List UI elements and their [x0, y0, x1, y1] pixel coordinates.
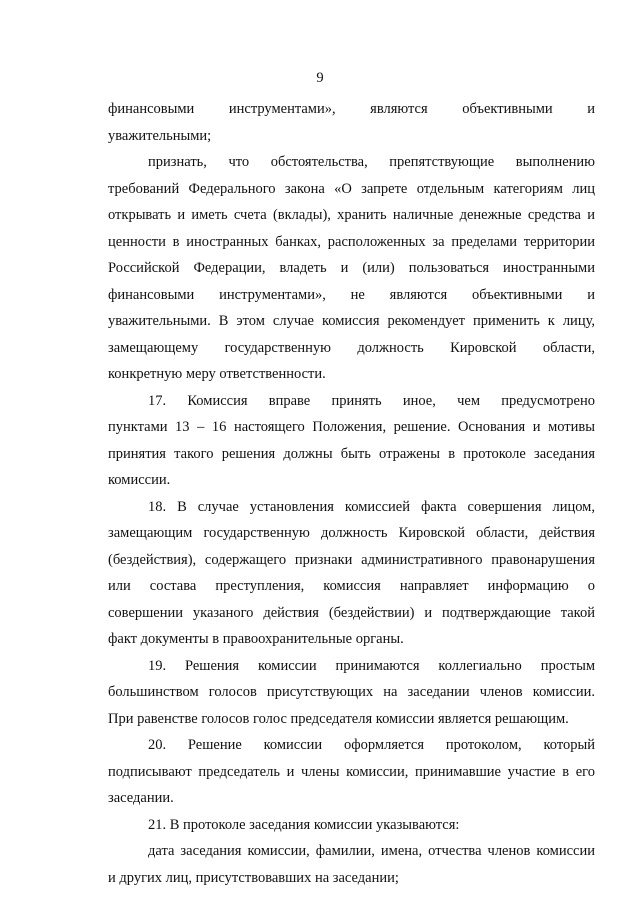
text-line: 21. В протоколе заседания комиссии указываются: — [148, 816, 460, 833]
text-line: факт документы в правоохранительные органы. — [108, 631, 404, 647]
page-number: 9 — [316, 70, 324, 86]
text-line: пунктами 13 – 16 настоящего Положения, решение. Основания и мотивы — [108, 419, 595, 435]
text-line: финансовыми инструментами», не являются объективными и — [108, 286, 595, 303]
text-line: финансовыми инструментами», являются объективными и — [108, 101, 595, 117]
text-line: При равенстве голосов голос председателя комиссии является решающим. — [108, 710, 569, 727]
text-line: требований Федерального закона «О запрете отдельным категориям лиц — [108, 180, 595, 197]
text-line: принятия такого решения должны быть отражены в протоколе заседания — [108, 445, 595, 462]
text-line: и других лиц, присутствовавших на заседании; — [108, 869, 399, 886]
text-line: ценности в иностранных банках, расположенных за пределами территории — [108, 233, 595, 250]
text-line: или состава преступления, комиссия направляет информацию о — [108, 578, 595, 594]
text-line: комиссии. — [108, 472, 171, 488]
text-line: открывать и иметь счета (вклады), хранить наличные денежные средства и — [108, 207, 595, 223]
text-line: совершении указаного действия (бездействии) и подтверждающие такой — [108, 604, 595, 621]
text-line: дата заседания комиссии, фамилии, имена, отчества членов комиссии — [148, 843, 595, 859]
text-line: большинством голосов присутствующих на заседании членов комиссии. — [108, 684, 595, 700]
document-body — [108, 96, 595, 891]
text-line: (бездействия), содержащего признаки административного правонарушения — [108, 551, 595, 568]
text-line: подписывают председатель и члены комиссии, принимавшие участие в его — [108, 763, 595, 780]
text-line: замещающим государственную должность Кировской области, действия — [108, 525, 595, 541]
text-line: 20. Решение комиссии оформляется протоколом, который — [148, 737, 595, 753]
text-line: признать, что обстоятельства, препятствующие выполнению — [148, 154, 595, 170]
text-line: замещающему государственную должность Кировской области, — [108, 339, 595, 356]
text-line: 17. Комиссия вправе принять иное, чем предусмотрено — [148, 392, 595, 409]
text-line: конкретную меру ответственности. — [108, 366, 326, 382]
text-line: уважительными. В этом случае комиссия рекомендует применить к лицу, — [108, 313, 595, 329]
text-line: Российской Федерации, владеть и (или) пользоваться иностранными — [108, 260, 595, 276]
text-line: заседании. — [108, 790, 174, 806]
text-line: уважительными; — [108, 127, 212, 144]
text-line: 19. Решения комиссии принимаются коллегиально простым — [148, 657, 595, 674]
text-line: 18. В случае установления комиссией факта совершения лицом, — [148, 498, 595, 515]
